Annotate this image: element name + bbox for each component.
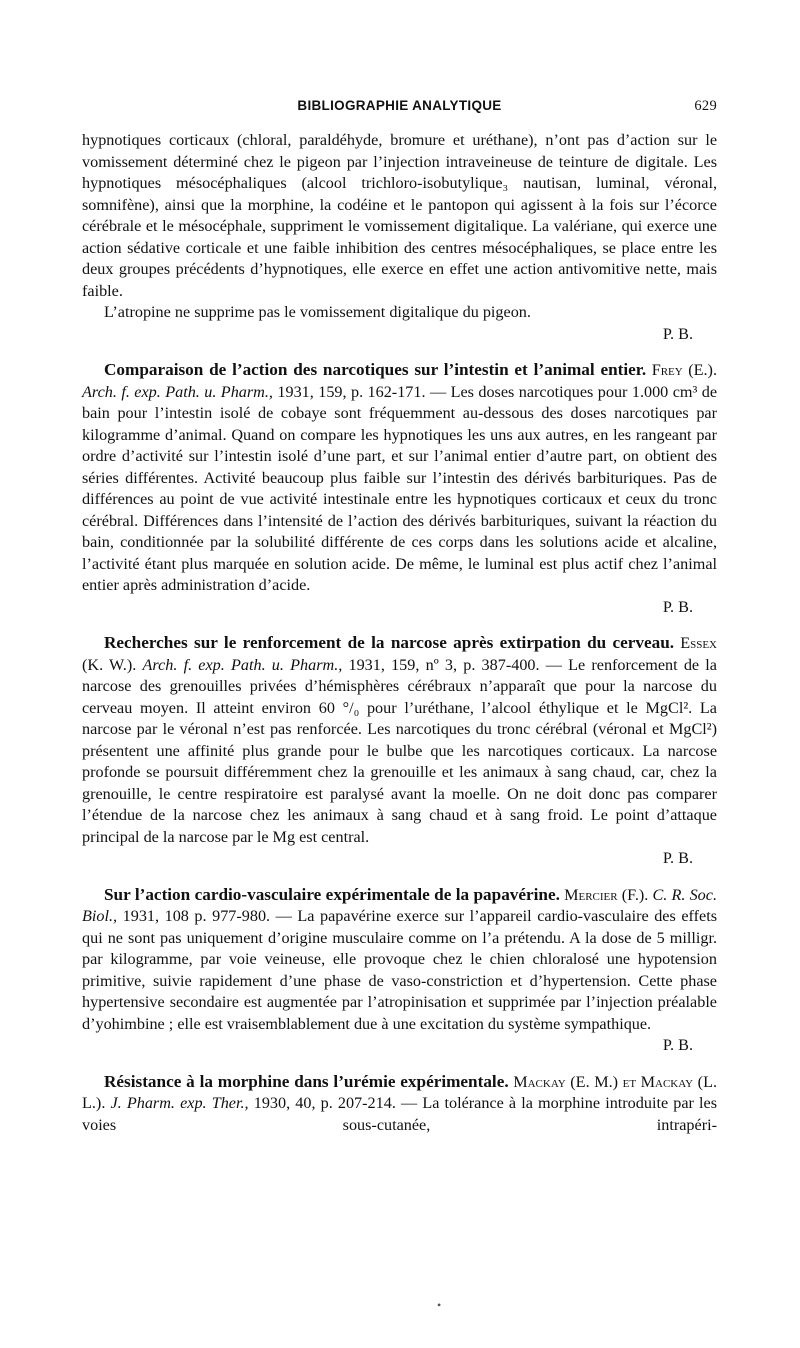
page-body [82,130,717,1136]
article-body: La papavérine exerce sur l’appareil cardio-vasculaire des effets qui ne sont pas uniquement d’origine musculaire comme on l’a prétendu. A la dose de 5 milligr. par kilogramme, par voie veineuse, elle provoque chez le chien chloralosé une hypotension primitive, suivie rapidement d’une phase de vaso-constriction et d’hypertension. Cette phase hypertensive secondaire est augmentée par l’atropinisation et supprimée par l’injection préalable d’yohimbine ; elle est vraisemblablement due à une excitation du système sympathique. [82,907,717,1033]
article-body: Les doses narcotiques pour 1.000 cm³ de bain pour l’intestin isolé de cobaye sont fréquemment au-dessous des doses narcotiques par kilogramme d’animal. Quand on compare les hypnotiques les uns aux autres, en les rangeant par ordre d’activité sur l’intestin isolé d’une part, et sur l’animal entier d’autre part, on obtient des séries différentes. Activité beaucoup plus faible sur l’intestin des dérivés barbituriques. Pas de différences au point de vue activité intestinale entre les hypnotiques corticaux et ceux du tronc cérébral. Différences dans l’intensité de l’action des dérivés barbituriques, suivant la réaction du bain, conditionnée par la solubilité différente de ces corps dans les solutions acide et alcaline, l’activité étant plus marquée en solution acide. De même, le luminal est plus actif chez l’animal entier après administration d’acide. [82,382,718,594]
article-journal: C. R. Soc. Biol., [82,885,717,925]
intro-paragraph: hypnotiques corticaux (chloral, paraldéhyde, bromure et uréthane), n’ont pas d’action sur le vomissement déterminé chez le pigeon par l’injection intraveineuse de teinture de digitale. Les hypnotiques mésocéphaliques (alcool trichloro-isobutylique₃ nautisan, luminal, véronal, somnifène), ainsi que la morphine, la codéine et le pantopon qui agissent à la fois sur l’écorce cérébrale et le mésocéphale, suppriment le vomissement digitalique. La valériane, qui exerce une action sédative corticale et une faible inhibition des centres mésocéphaliques, se place entre les deux groupes précédents d’hypnotiques, elle exerce en effet une action antivomitive nette, mais faible. [82,131,717,300]
signature: P. B. [662,1036,693,1054]
article-3 [82,884,717,1057]
article-author: Mercier (F.). [564,885,649,904]
page [82,98,717,1136]
article-body: La tolérance à la morphine introduite par les voies sous-cutanée, intrapéri- [82,1094,718,1134]
article-title: Comparaison de l’action des narcotiques sur l’intestin et l’animal entier. [104,360,647,379]
print-speck: • [437,1298,442,1312]
signature: P. B. [662,597,693,616]
header-title: BIBLIOGRAPHIE ANALYTIQUE [297,98,502,113]
article-body: Le renforcement de la narcose des grenouilles privées d’hémisphères cérébraux n’apparaît que pour la narcose du cerveau moyen. Il atteint environ 60 °/₀ pour l’uréthane, l’alcool éthylique et le MgCl². La narcose par le véronal n’est pas renforcée. Les narcotiques du tronc cérébral (véronal et MgCl²) présentent une affinité plus grande pour le bulbe que les narcotiques corticaux. La narcose profonde se poursuit différemment chez la grenouille et les animaux à sang chaud, car, chez la grenouille, le centre respiratoire est paralysé avant la moelle. On ne doit donc pas comparer l’étendue de la narcose chez les animaux à sang chaud et à sang froid. Le point d’attaque principal de la narcose par le Mg est central. [82,655,717,846]
article-1 [82,359,717,618]
article-citation: 1930, 40, p. 207-214. — [253,1094,418,1112]
signature: P. B. [662,324,693,343]
article-title: Recherches sur le renforcement de la narcose après extirpation du cerveau. [104,633,675,652]
article-journal: J. Pharm. exp. Ther., [110,1094,249,1112]
article-author: Essex (K. W.). [82,634,717,674]
page-number: 629 [694,98,717,114]
signature: P. B. [662,849,693,867]
article-journal: Arch. f. exp. Path. u. Pharm., [142,655,343,674]
article-citation: 1931, 159, nº 3, p. 387-400. — [348,655,562,674]
intro-paragraph-2: L’atropine ne supprime pas le vomissement digitalique du pigeon. [104,303,531,321]
running-header [82,98,717,120]
article-title: Sur l’action cardio-vasculaire expérimentale de la papavérine. [104,884,560,904]
article-author: Mackay (E. M.) et Mackay (L. L.). [82,1072,718,1112]
article-2 [82,632,717,870]
article-title: Résistance à la morphine dans l’urémie expérimentale. [104,1071,509,1091]
article-author: Frey (E.). [651,361,717,379]
article-citation: 1931, 108 p. 977-980. — [122,907,292,925]
article-4 [82,1071,717,1137]
article-journal: Arch. f. exp. Path. u. Pharm., [82,382,273,401]
article-citation: 1931, 159, p. 162-171. — [277,382,447,401]
